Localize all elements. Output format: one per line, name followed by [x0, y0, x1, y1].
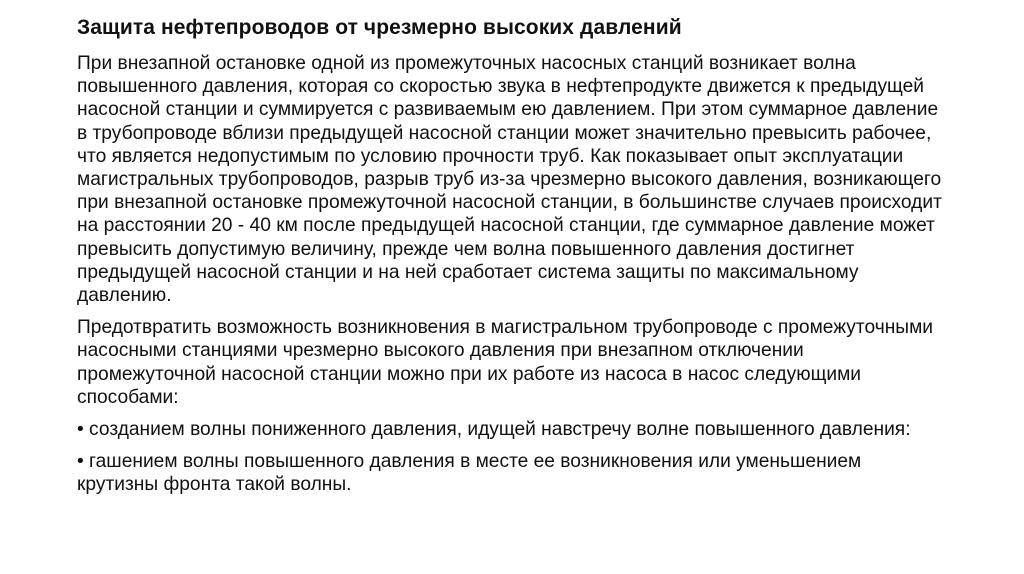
bullet-wave-damping: • гашением волны повышенного давления в месте ее возникновения или уменьшением крутизны фронта такой волны. [77, 451, 862, 496]
slide-title: Защита нефтепроводов от чрезмерно высоких давлений [77, 16, 682, 39]
paragraph-prevention-methods: Предотвратить возможность возникновения в магистральном трубопроводе с промежуточными насосными станциями чрезмерно высокого давления при внезапном отключении промежуточной насосной станции можно при их работе из насоса в насос следующими способами: [77, 317, 934, 408]
slide-content [77, 14, 947, 506]
paragraph-overpressure-wave: При внезапной остановке одной из промежуточных насосных станций возникает волна повышенного давления, которая со скоростью звука в нефтепродукте движется к предыдущей насосной станции и суммируется с развиваемым ею давлением. При этом суммарное давление в трубопроводе вблизи предыдущей насосной станции может значительно превысить рабочее, что является недопустимым по условию прочности труб. Как показывает опыт эксплуатации магистральных трубопроводов, разрыв труб из-за чрезмерно высокого давления, возникающего при внезапной остановке промежуточной насосной станции, в большинстве случаев происходит на расстоянии 20 - 40 км после предыдущей насосной станции, где суммарное давление может превысить допустимую величину, прежде чем волна повышенного давления достигнет предыдущей насосной станции и на ней сработает система защиты по максимальному давлению. [77, 53, 942, 307]
bullet-low-pressure-wave: • созданием волны пониженного давления, идущей навстречу волне повышенного давления: [77, 419, 911, 441]
